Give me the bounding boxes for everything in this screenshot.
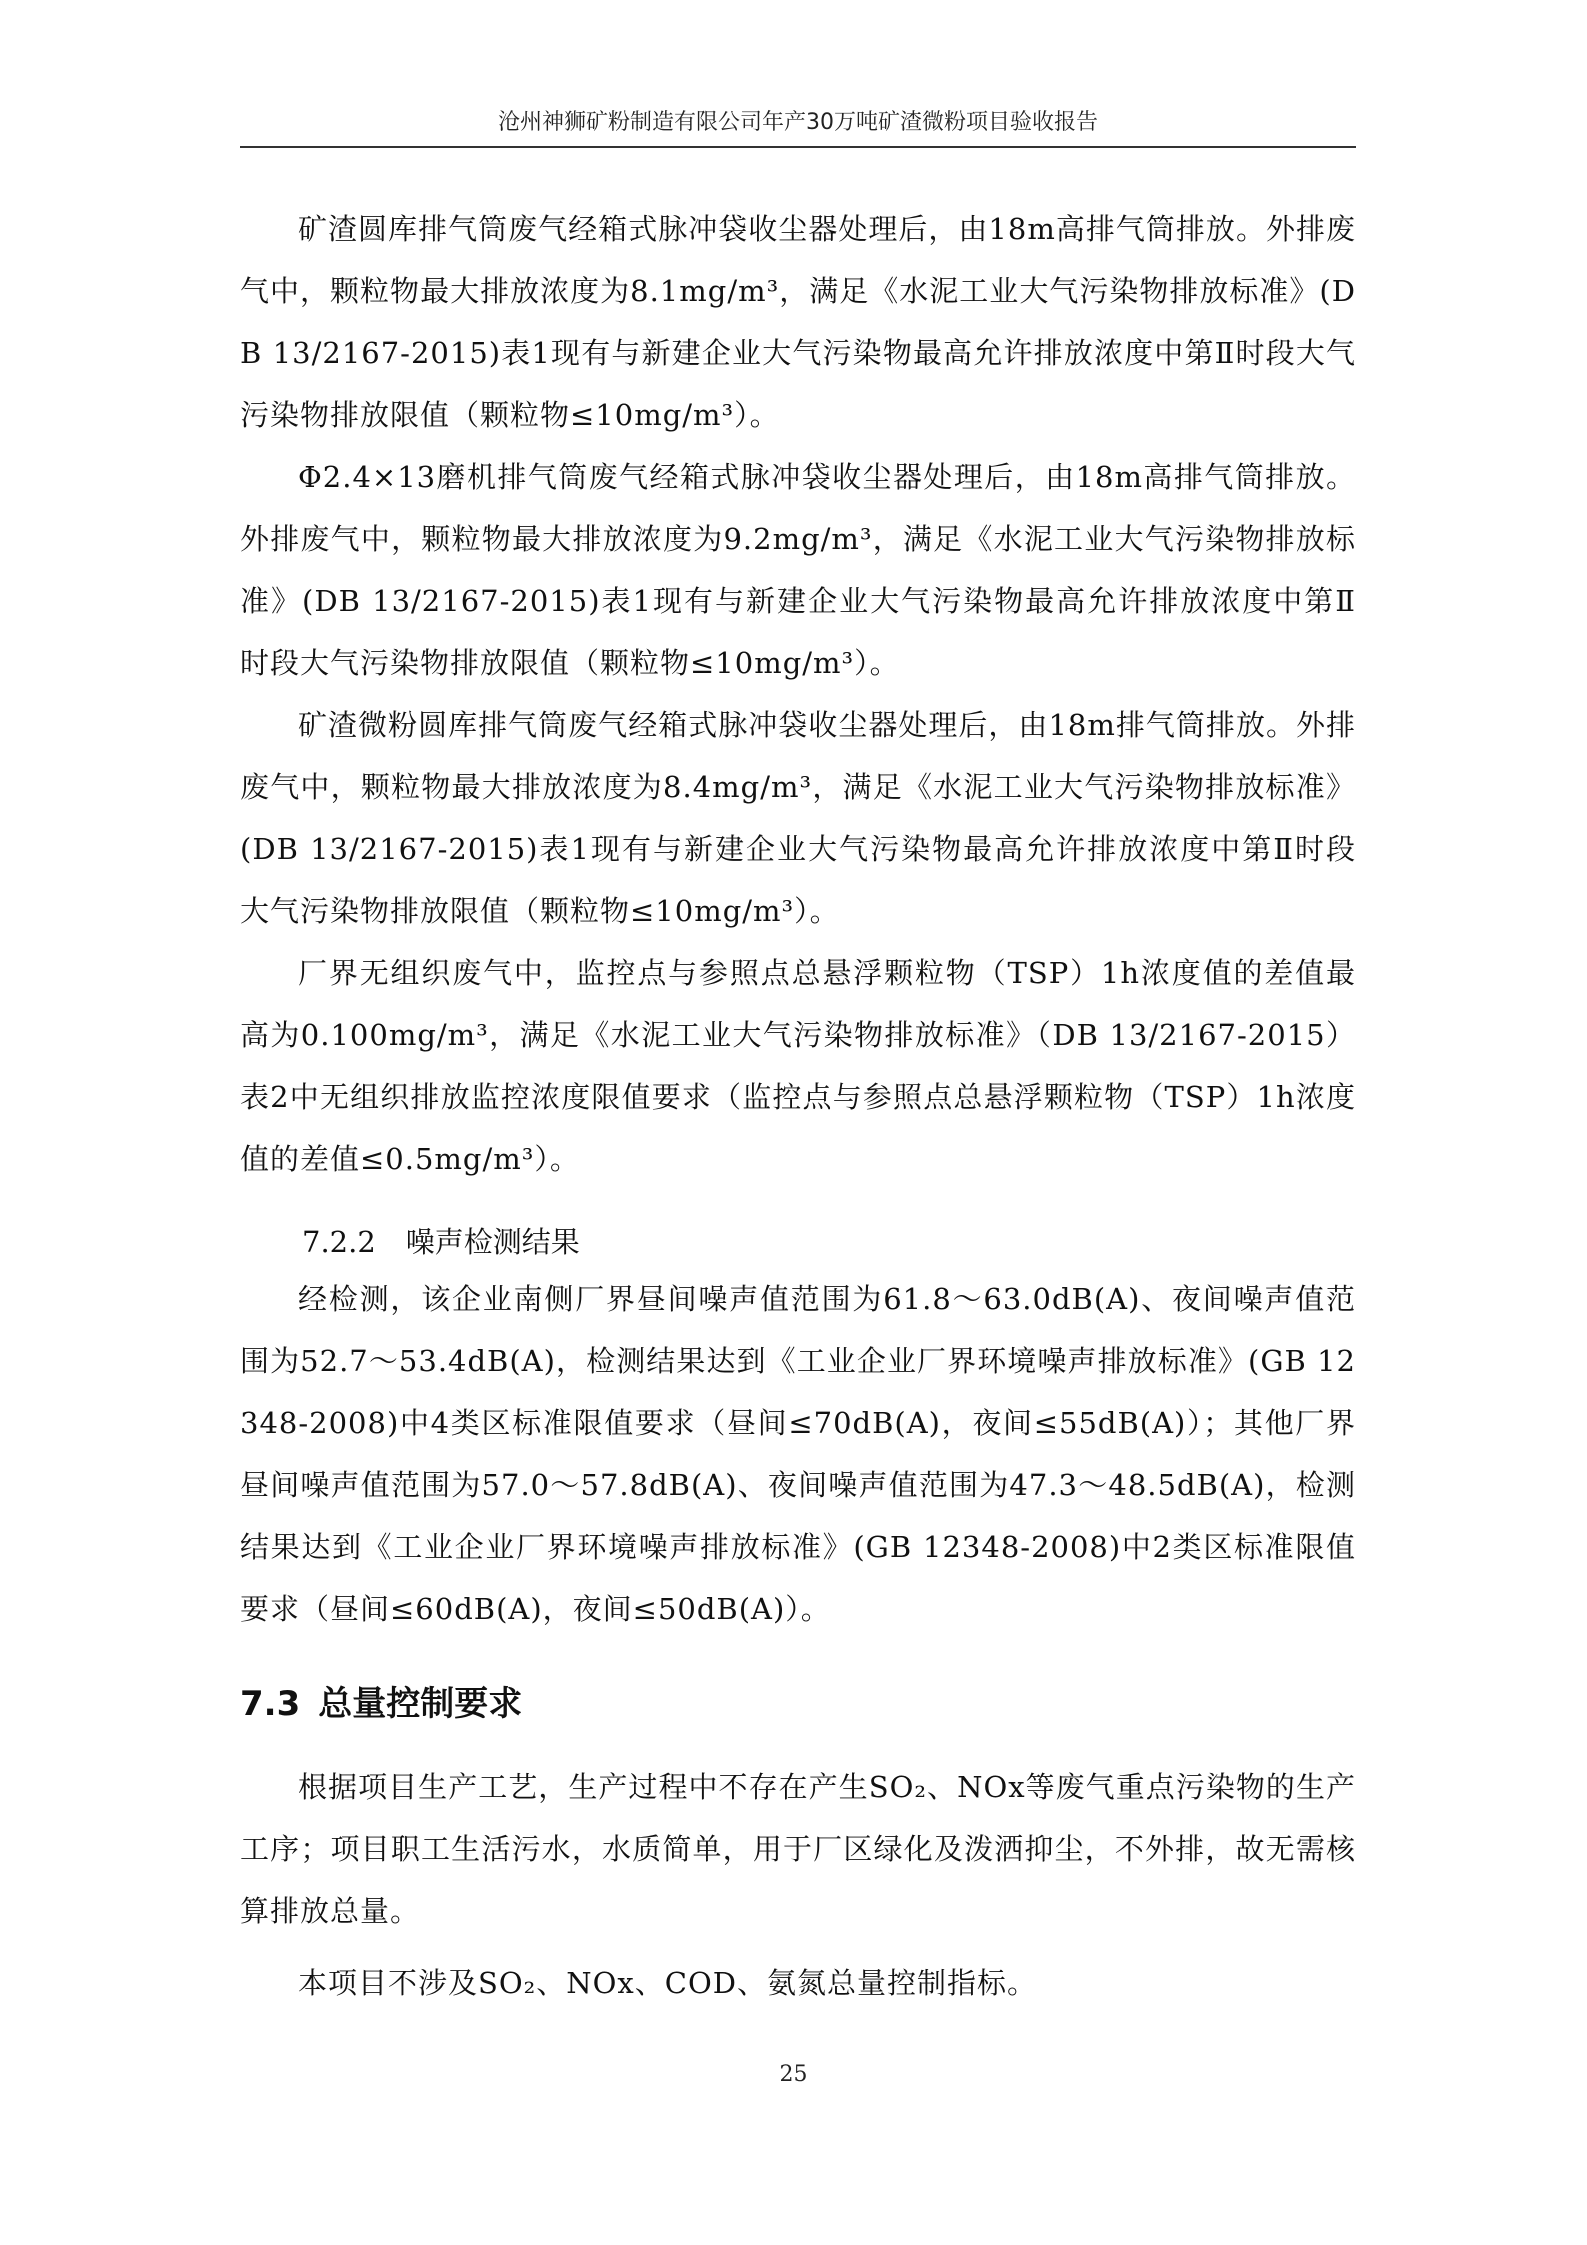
page-header: 沧州神狮矿粉制造有限公司年产30万吨矿渣微粉项目验收报告 — [498, 110, 1098, 135]
paragraph-slag-silo-exhaust: 矿渣圆库排气筒废气经箱式脉冲袋收尘器处理后，由18m高排气筒排放。外排废气中，颗粒物最大排放浓度为8.1mg/m³，满足《水泥工业大气污染物排放标准》(DB 13/2167-2015)表1现有与新建企业大气污染物最高允许排放浓度中第Ⅱ时段大气污染物排放限值（颗粒物≤10mg/m³）。 — [240, 212, 1356, 432]
page-body — [240, 198, 1356, 2014]
paragraph-no-total-indicators: 本项目不涉及SO₂、NOx、COD、氨氮总量控制指标。 — [298, 1966, 1037, 2000]
subsection-heading — [240, 1216, 1356, 1268]
paragraph-noise-results: 经检测，该企业南侧厂界昼间噪声值范围为61.8～63.0dB(A)、夜间噪声值范围为52.7～53.4dB(A)，检测结果达到《工业企业厂界环境噪声排放标准》(GB 12348-2008)中4类区标准限值要求（昼间≤70dB(A)，夜间≤55dB(A)）；其他厂界昼间噪声值范围为57.0～57.8dB(A)、夜间噪声值范围为47.3～48.5dB(A)，检测结果达到《工业企业厂界环境噪声排放标准》(GB 12348-2008)中2类区标准限值要求（昼间≤60dB(A)，夜间≤50dB(A)）。 — [240, 1282, 1356, 1626]
section-title: 总量控制要求 — [318, 1684, 523, 1724]
subsection-number: 7.2.2 — [302, 1225, 376, 1259]
header-divider — [240, 146, 1356, 148]
paragraph-fugitive-emission: 厂界无组织废气中，监控点与参照点总悬浮颗粒物（TSP）1h浓度值的差值最高为0.100mg/m³，满足《水泥工业大气污染物排放标准》（DB 13/2167-2015）表2中无组织排放监控浓度限值要求（监控点与参照点总悬浮颗粒物（TSP）1h浓度值的差值≤0.5mg/m³）。 — [240, 956, 1356, 1176]
subsection-title: 噪声检测结果 — [405, 1225, 580, 1259]
paragraph-mill-exhaust: Φ2.4×13磨机排气筒废气经箱式脉冲袋收尘器处理后，由18m高排气筒排放。外排废气中，颗粒物最大排放浓度为9.2mg/m³，满足《水泥工业大气污染物排放标准》(DB 13/2167-2015)表1现有与新建企业大气污染物最高允许排放浓度中第Ⅱ时段大气污染物排放限值（颗粒物≤10mg/m³）。 — [240, 460, 1356, 680]
section-heading — [240, 1676, 1356, 1732]
section-number: 7.3 — [240, 1684, 301, 1724]
paragraph-powder-silo-exhaust: 矿渣微粉圆库排气筒废气经箱式脉冲袋收尘器处理后，由18m排气筒排放。外排废气中，颗粒物最大排放浓度为8.4mg/m³，满足《水泥工业大气污染物排放标准》(DB 13/2167-2015)表1现有与新建企业大气污染物最高允许排放浓度中第Ⅱ时段大气污染物排放限值（颗粒物≤10mg/m³）。 — [240, 708, 1356, 928]
page-number: 25 — [779, 2062, 808, 2087]
paragraph-total-control: 根据项目生产工艺，生产过程中不存在产生SO₂、NOx等废气重点污染物的生产工序；项目职工生活污水，水质简单，用于厂区绿化及泼洒抑尘，不外排，故无需核算排放总量。 — [240, 1770, 1356, 1928]
